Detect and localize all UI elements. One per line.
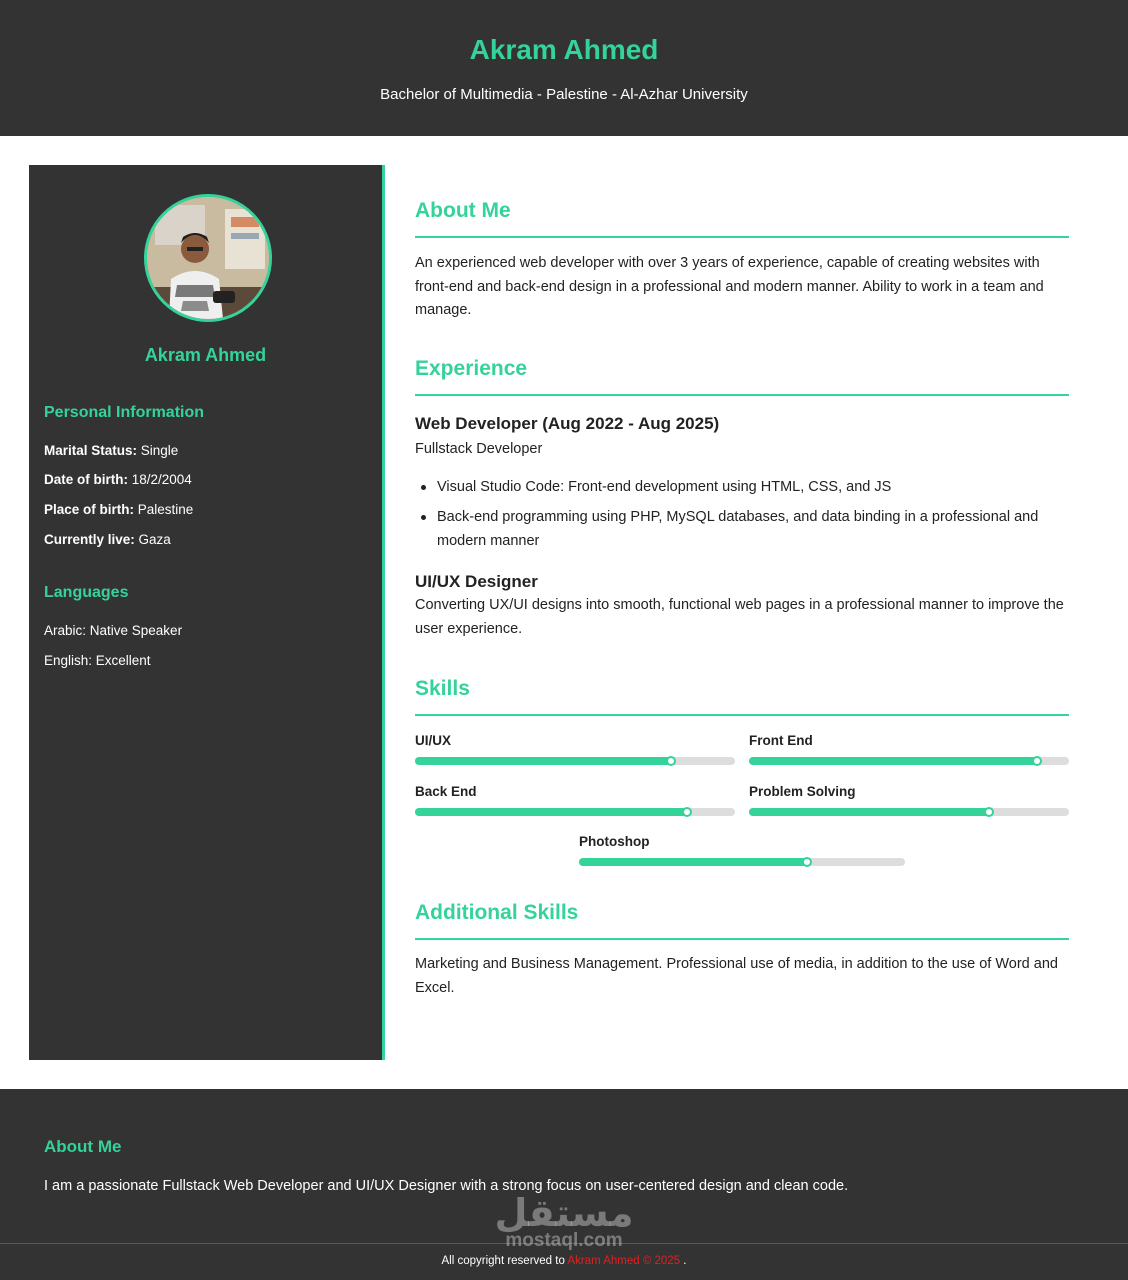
copyright-suffix: . <box>680 1255 687 1267</box>
section-divider <box>415 394 1069 396</box>
page-footer <box>0 1089 1128 1280</box>
sidebar-name: Akram Ahmed <box>144 345 267 365</box>
skill-fill <box>579 858 807 866</box>
personal-info-heading: Personal Information <box>44 404 205 421</box>
experience-title: Experience <box>415 357 528 380</box>
copyright-owner: Akram Ahmed © 2025 <box>567 1255 681 1267</box>
skill-label: Front End <box>749 733 813 748</box>
skill-fill <box>749 757 1037 765</box>
skill-label: Problem Solving <box>749 784 856 799</box>
list-item: Back-end programming using PHP, MySQL databases, and data binding in a professional and modern manner <box>437 506 1067 553</box>
language-item: English: Excellent <box>44 653 151 668</box>
section-divider <box>415 938 1069 940</box>
job-subtitle: Fullstack Developer <box>415 441 543 457</box>
watermark-url: mostaql.com <box>505 1230 623 1251</box>
info-current-residence: Currently live: Gaza <box>44 532 171 547</box>
skills-title: Skills <box>415 677 470 700</box>
footer-heading: About Me <box>44 1137 122 1156</box>
section-divider <box>415 236 1069 238</box>
watermark-arabic: مستقل <box>494 1193 634 1235</box>
list-item: Visual Studio Code: Front-end development using HTML, CSS, and JS <box>437 476 1067 500</box>
info-date-of-birth: Date of birth: 18/2/2004 <box>44 472 192 487</box>
info-marital-status: Marital Status: Single <box>44 443 179 458</box>
about-title: About Me <box>415 199 511 222</box>
languages-heading: Languages <box>44 584 129 601</box>
bullet-icon <box>421 515 426 520</box>
skill-knob <box>682 807 692 817</box>
watermark-logo <box>494 1193 634 1251</box>
bullet-icon <box>421 485 426 490</box>
additional-skills-title: Additional Skills <box>415 901 579 924</box>
about-text: An experienced web developer with over 3 years of experience, capable of creating websites with front-end and back-end design in a professional and modern manner. Ability to work in a team and manage. <box>415 255 1044 318</box>
skill-back-end <box>415 784 735 804</box>
skill-fill <box>415 757 671 765</box>
skill-bar <box>749 757 1069 765</box>
profile-photo <box>147 197 269 319</box>
skill-bar <box>579 858 905 866</box>
skill-photoshop <box>579 834 905 854</box>
copyright <box>0 1255 1128 1267</box>
skill-problem-solving <box>749 784 1069 804</box>
sidebar <box>29 165 382 1060</box>
additional-skills-text: Marketing and Business Management. Professional use of media, in addition to the use of Word and Excel. <box>415 956 1058 996</box>
skill-front-end <box>749 733 1069 753</box>
header-name: Akram Ahmed <box>469 34 659 65</box>
skill-label: Back End <box>415 784 477 799</box>
header-subtitle: Bachelor of Multimedia - Palestine - Al-Azhar University <box>380 86 748 103</box>
skill-fill <box>415 808 687 816</box>
language-item: Arabic: Native Speaker <box>44 623 183 638</box>
avatar <box>144 194 272 322</box>
footer-text: I am a passionate Fullstack Web Developer and UI/UX Designer with a strong focus on user-centered design and clean code. <box>44 1178 849 1194</box>
section-divider <box>415 714 1069 716</box>
skill-label: Photoshop <box>579 834 650 849</box>
sidebar-divider <box>382 165 385 1060</box>
skill-bar <box>415 808 735 816</box>
info-place-of-birth: Place of birth: Palestine <box>44 502 194 517</box>
job-title: Web Developer (Aug 2022 - Aug 2025) <box>415 414 720 433</box>
skill-knob <box>666 756 676 766</box>
skill-knob <box>984 807 994 817</box>
skill-bar <box>749 808 1069 816</box>
skill-knob <box>1032 756 1042 766</box>
skill-bar <box>415 757 735 765</box>
job-title: UI/UX Designer <box>415 572 538 591</box>
skill-knob <box>802 857 812 867</box>
job-description: Converting UX/UI designs into smooth, functional web pages in a professional manner to improve the user experience. <box>415 597 1064 637</box>
skill-fill <box>749 808 989 816</box>
copyright-prefix: All copyright reserved to <box>441 1255 568 1267</box>
skill-ui-ux <box>415 733 735 753</box>
skill-label: UI/UX <box>415 733 452 748</box>
page-header <box>0 0 1128 136</box>
